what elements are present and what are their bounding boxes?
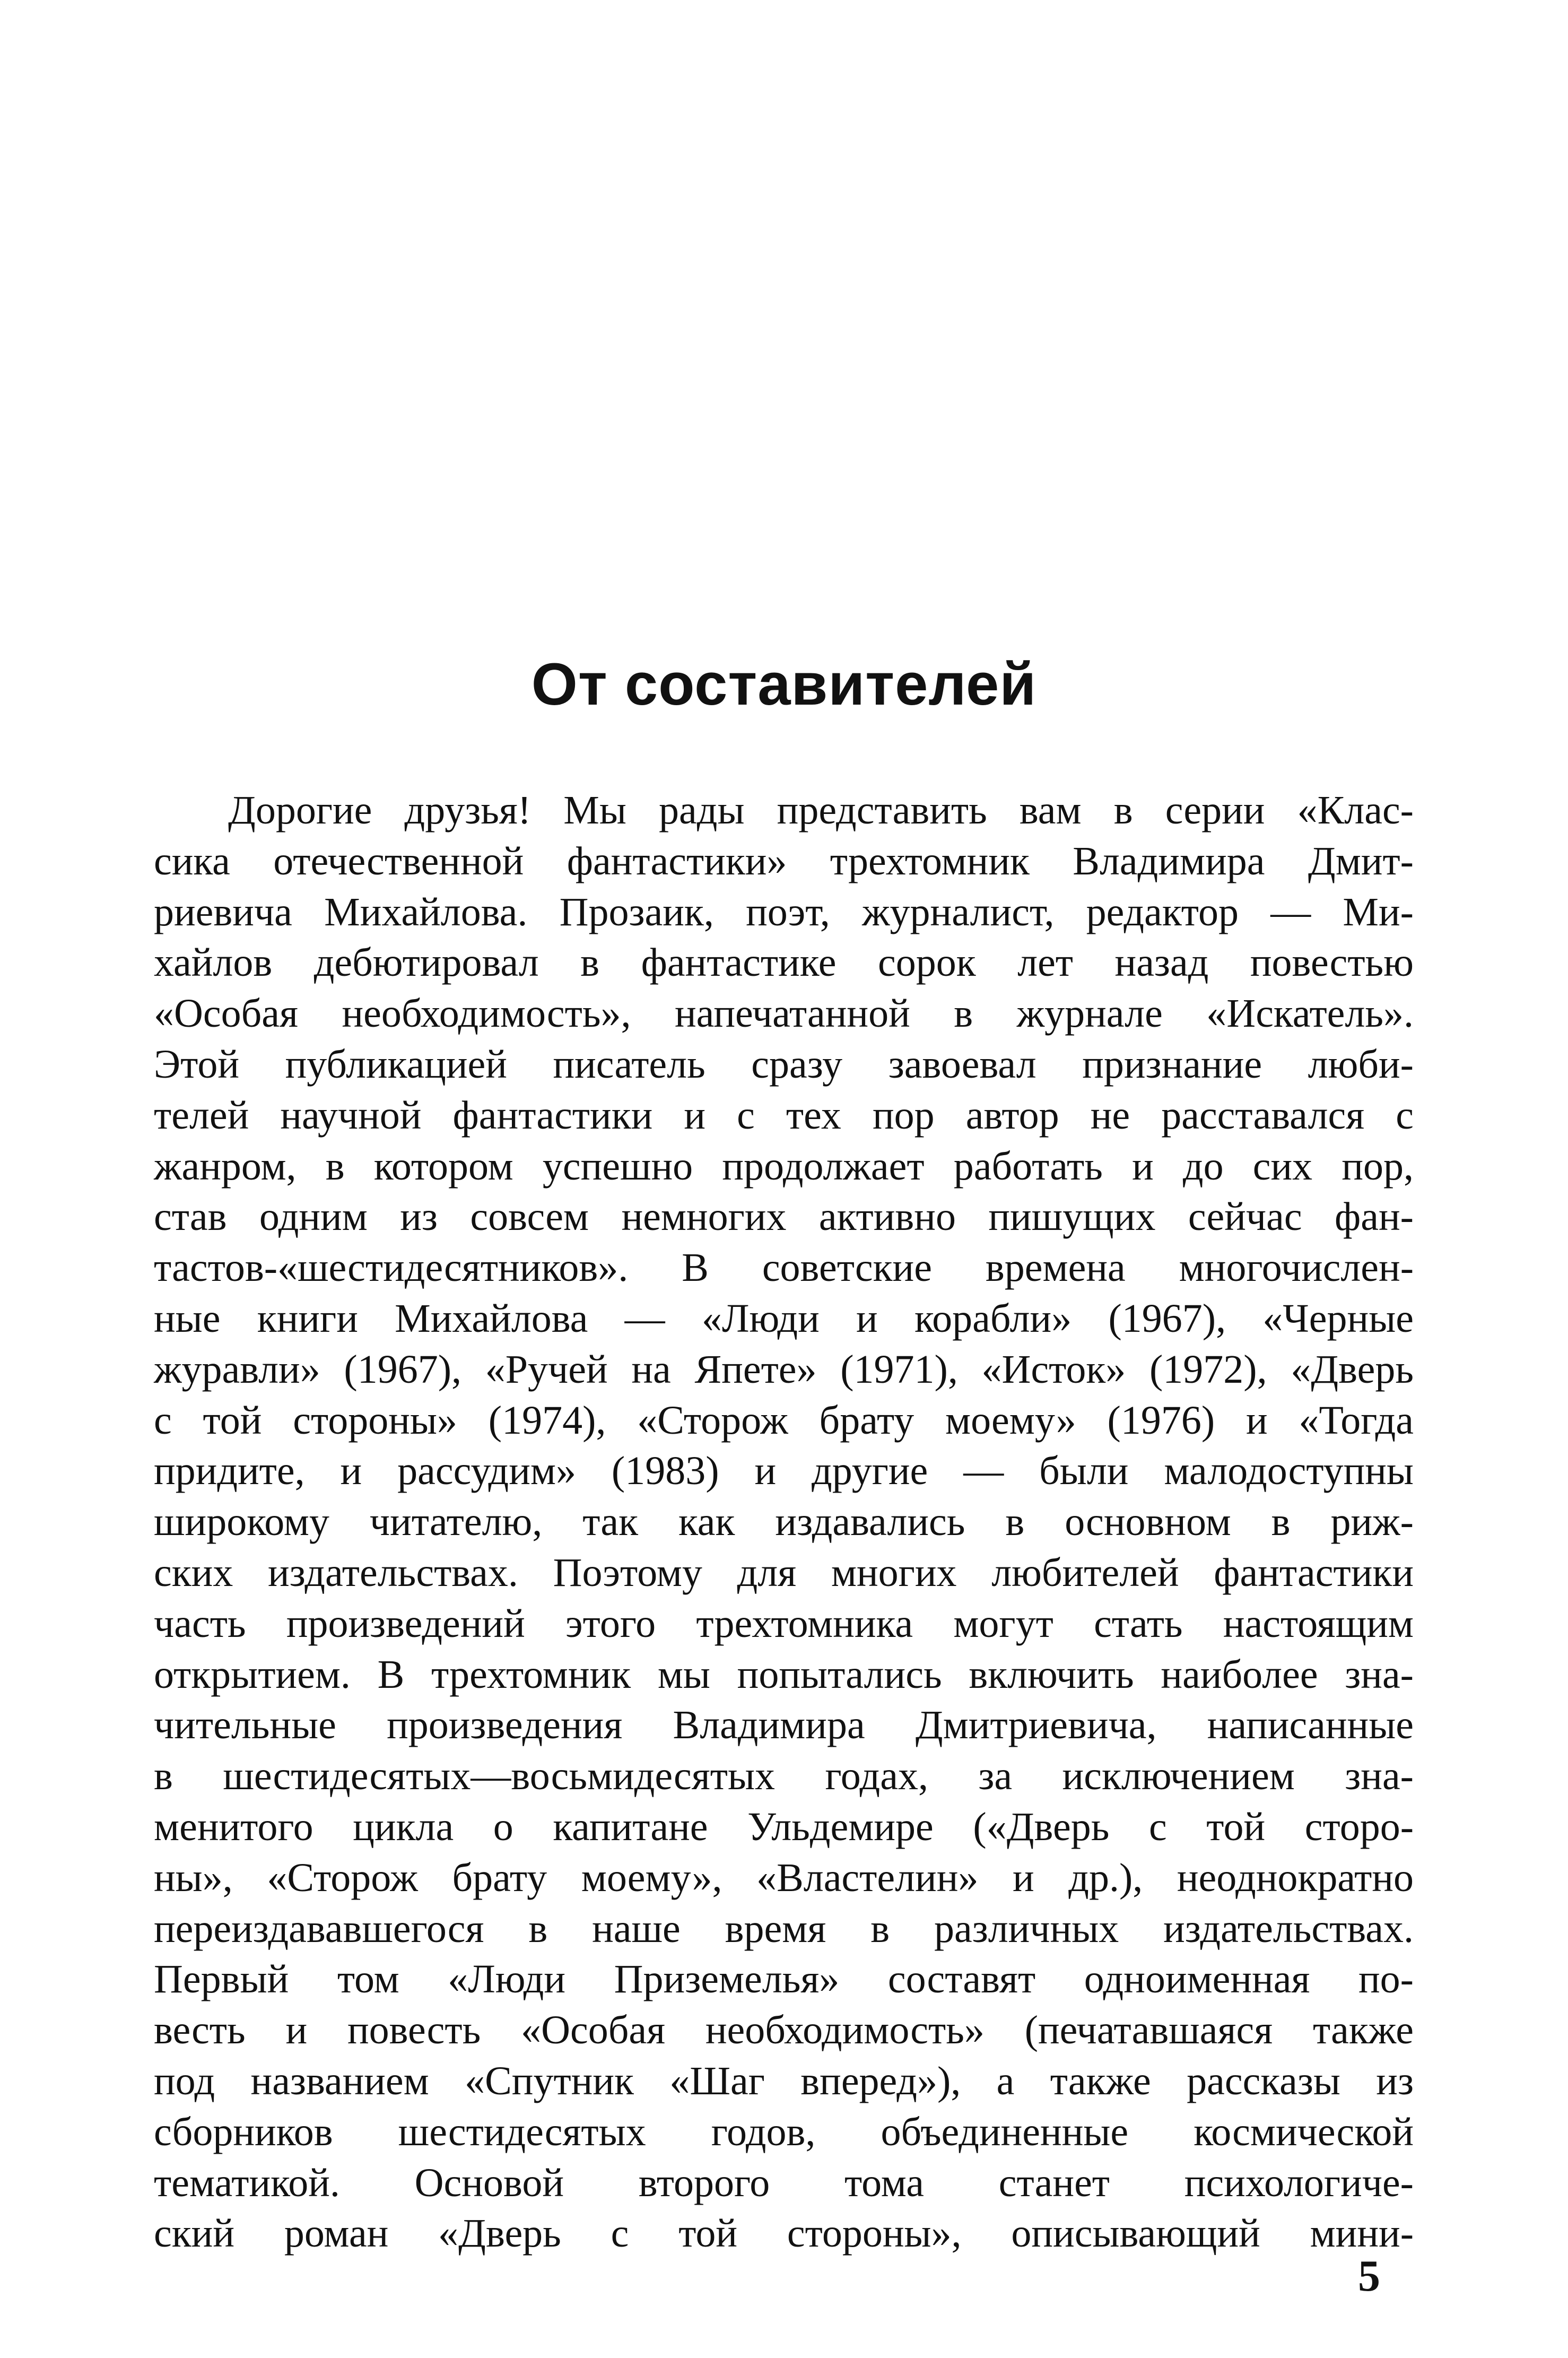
text-line: чительные произведения Владимира Дмитриевича, написанные [154, 1703, 1414, 1748]
text-line: придите, и рассудим» (1983) и другие — были малодоступны [154, 1449, 1414, 1494]
text-line: журавли» (1967), «Ручей на Япете» (1971), «Исток» (1972), «Дверь [154, 1347, 1414, 1392]
chapter-title: От составителей [531, 651, 1037, 717]
text-line: весть и повесть «Особая необходимость» (печатавшаяся также [154, 2008, 1414, 2053]
text-line: сика отечественной фантастики» трехтомник Владимира Дмит- [154, 838, 1414, 883]
text-line: Этой публикацией писатель сразу завоевал признание люби- [154, 1042, 1414, 1087]
text-line: тастов-«шестидесятников». В советские времена многочислен- [154, 1245, 1414, 1290]
text-line: «Особая необходимость», напечатанной в журнале «Искатель». [154, 991, 1414, 1036]
text-line: тематикой. Основой второго тома станет психологиче- [154, 2160, 1414, 2205]
text-line: риевича Михайлова. Прозаик, поэт, журналист, редактор — Ми- [154, 889, 1414, 934]
text-line: телей научной фантастики и с тех пор автор не расставался с [154, 1093, 1414, 1138]
text-line: Первый том «Люди Приземелья» составят одноименная по- [154, 1957, 1414, 2002]
text-line: переиздававшегося в наше время в различных издательствах. [154, 1906, 1414, 1951]
page-number: 5 [1358, 2251, 1380, 2301]
text-line: часть произведений этого трехтомника могут стать настоящим [154, 1601, 1414, 1646]
text-line: ский роман «Дверь с той стороны», описывающий мини- [154, 2211, 1414, 2256]
text-line: в шестидесятых—восьмидесятых годах, за исключением зна- [154, 1754, 1414, 1799]
text-line: ских издательствах. Поэтому для многих любителей фантастики [154, 1550, 1414, 1595]
text-line: ные книги Михайлова — «Люди и корабли» (1967), «Черные [154, 1296, 1414, 1341]
text-line: сборников шестидесятых годов, объединенные космической [154, 2109, 1414, 2154]
text-line: Дорогие друзья! Мы рады представить вам в серии «Клас- [228, 788, 1414, 833]
text-line: с той стороны» (1974), «Сторож брату моему» (1976) и «Тогда [154, 1398, 1414, 1443]
text-line: ны», «Сторож брату моему», «Властелин» и др.), неоднократно [154, 1855, 1414, 1900]
text-line: менитого цикла о капитане Ульдемире («Дверь с той сторо- [154, 1804, 1414, 1849]
text-line: открытием. В трехтомник мы попытались включить наиболее зна- [154, 1652, 1414, 1697]
text-line: жанром, в котором успешно продолжает работать и до сих пор, [154, 1143, 1414, 1189]
text-line: широкому читателю, так как издавались в основном в риж- [154, 1499, 1414, 1545]
text-line: став одним из совсем немногих активно пишущих сейчас фан- [154, 1194, 1414, 1239]
body-paragraph [154, 785, 1414, 2259]
text-line: под названием «Спутник «Шаг вперед»), а также рассказы из [154, 2058, 1414, 2103]
text-line: хайлов дебютировал в фантастике сорок лет назад повестью [154, 940, 1414, 985]
